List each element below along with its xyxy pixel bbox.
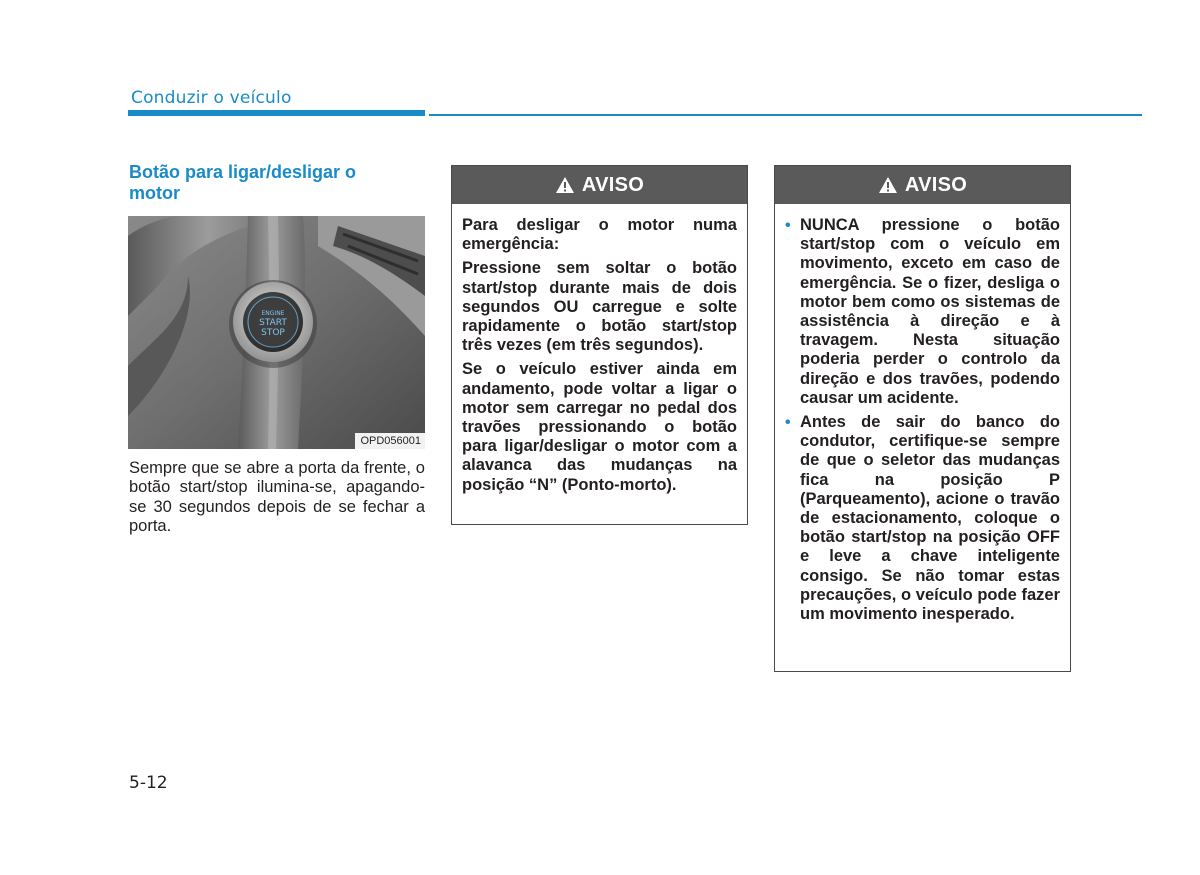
warning-list-item [785,216,1060,408]
button-label-line-2: START [259,318,287,328]
warning-list-item [785,413,1060,624]
warning-title: AVISO [904,173,968,196]
header-rule-thin [429,114,1142,116]
warning-header [452,166,747,204]
header-rule-thick [128,110,425,116]
page-number: 5-12 [129,773,168,793]
warning-paragraph: Pressione sem soltar o botão start/stop durante mais de dois segundos OU carregue e solte rapidamente o botão start/stop três vezes (em três segundos). [462,259,737,355]
warning-body [775,204,1070,639]
warning-triangle-icon [555,176,575,194]
button-label-line-3: STOP [261,328,285,338]
warning-triangle-icon [878,176,898,194]
warning-box-general [774,165,1071,672]
body-paragraph: Sempre que se abre a porta da frente, o botão start/stop ilumina-se, apagando-se 30 segundos depois de se fechar a porta. [129,459,425,535]
image-code: OPD056001 [355,433,425,449]
start-stop-button-illustration [128,216,425,449]
warning-item-text: NUNCA pressione o botão start/stop com o veículo em movimento, exceto em caso de emergência. Se o fizer, desliga o motor bem como os sistemas de assistência à direção e à travagem. Nesta situação poderia perder o controlo da direção e dos travões, podendo causar um acidente. [800,216,1060,407]
section-title: Conduzir o veículo [131,88,292,108]
warning-list [785,216,1060,624]
button-label-line-1: ENGINE [261,310,285,317]
warning-title: AVISO [581,173,645,196]
warning-body [452,204,747,510]
warning-paragraph: Para desligar o motor numa emergência: [462,216,737,254]
bullet-icon: • [785,414,791,432]
warning-paragraph: Se o veículo estiver ainda em andamento, pode voltar a ligar o motor sem carregar no pedal dos travões pressionando o botão para ligar/desligar o motor com a alavanca das mudanças na posição “N” (Ponto-morto). [462,360,737,494]
warning-box-emergency [451,165,748,525]
bullet-icon: • [785,217,791,234]
warning-header [775,166,1070,204]
dashboard-drawing [128,216,425,449]
section-heading: Botão para ligar/desligar o motor [129,162,357,203]
warning-item-text: Antes de sair do banco do condutor, certifique-se sempre de que o seletor das mudanças fica na posição P (Parqueamento), acione o travão de estacionamento, coloque o botão start/stop na posição OFF e leve a chave inteligente consigo. Se não tomar estas precauções, o veículo pode fazer um movimento inesperado. [800,413,1060,624]
